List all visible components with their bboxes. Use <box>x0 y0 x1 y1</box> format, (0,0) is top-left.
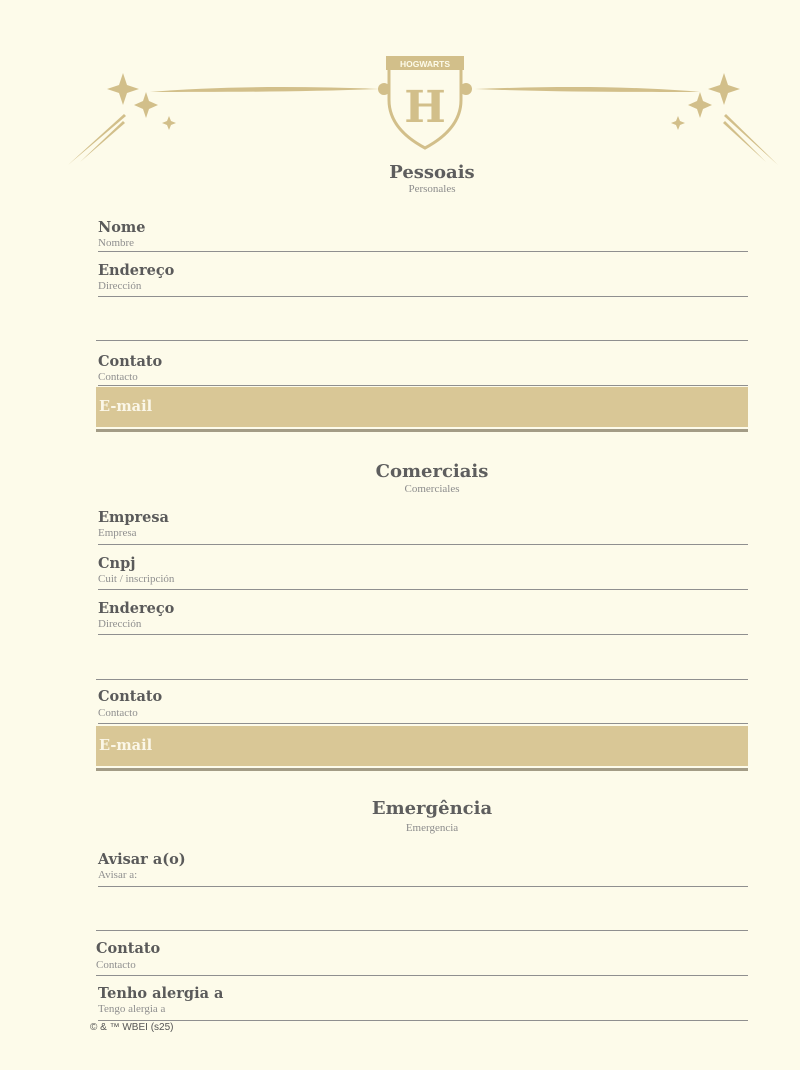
field-sublabel: Contacto <box>96 959 136 971</box>
header-ornament <box>0 0 800 170</box>
notify-field[interactable] <box>98 851 748 887</box>
section-title-comerciais: Comerciais <box>375 461 489 482</box>
sparkle-icon <box>688 92 712 118</box>
cnpj-field[interactable] <box>98 555 748 590</box>
business-address-extra-line[interactable] <box>96 679 748 680</box>
field-label: Endereço <box>98 262 175 279</box>
business-contact-field[interactable] <box>98 688 748 724</box>
crest-banner-text: HOGWARTS <box>399 59 451 69</box>
field-sublabel: Tengo alergia a <box>98 1003 166 1015</box>
field-sublabel: Nombre <box>98 237 135 249</box>
address-extra-line[interactable] <box>96 340 748 341</box>
field-sublabel: Dirección <box>98 618 142 630</box>
sparkle-icon <box>107 73 139 105</box>
sparkle-icon <box>134 92 158 118</box>
field-label: Endereço <box>98 600 175 617</box>
field-label: Tenho alergia a <box>98 985 224 1002</box>
field-label: Empresa <box>98 509 169 526</box>
sparkle-icon <box>162 116 176 130</box>
field-sublabel: Contacto <box>98 371 138 383</box>
section-subtitle-emergencia: Emergencia <box>405 822 459 834</box>
field-sublabel: Cuit / inscripción <box>98 573 175 585</box>
field-label: Cnpj <box>98 555 136 572</box>
section-title-emergencia: Emergência <box>371 798 493 819</box>
section-subtitle-comerciais: Comerciales <box>404 483 460 495</box>
field-label: Avisar a(o) <box>98 851 186 868</box>
field-sublabel: Empresa <box>98 527 137 539</box>
email-label: E-mail <box>99 398 153 415</box>
section-title-pessoais: Pessoais <box>389 162 475 183</box>
field-label: Contato <box>96 940 161 957</box>
notify-extra-line[interactable] <box>96 930 748 931</box>
email-field[interactable] <box>96 387 748 429</box>
section-subtitle-pessoais: Personales <box>408 183 456 195</box>
emergency-contact-field[interactable] <box>96 940 748 976</box>
crest-letter: H <box>404 82 446 133</box>
sparkle-icon <box>708 73 740 105</box>
field-sublabel: Contacto <box>98 707 138 719</box>
field-sublabel: Dirección <box>98 280 142 292</box>
name-field[interactable] <box>98 219 748 252</box>
business-email-field[interactable] <box>96 726 748 768</box>
field-label: Contato <box>98 353 163 370</box>
allergy-field[interactable] <box>98 985 748 1021</box>
field-sublabel: Avisar a: <box>98 869 138 881</box>
business-address-field[interactable] <box>98 600 748 635</box>
hogwarts-crest-icon <box>386 56 464 148</box>
field-label: Contato <box>98 688 163 705</box>
contact-field[interactable] <box>98 353 748 386</box>
right-flourish <box>460 73 778 165</box>
copyright-notice: © & ™ WBEI (s25) <box>90 1022 174 1033</box>
left-flourish <box>68 73 390 165</box>
company-field[interactable] <box>98 509 748 545</box>
address-field[interactable] <box>98 262 748 297</box>
email-label: E-mail <box>99 737 153 754</box>
sparkle-icon <box>671 116 685 130</box>
field-label: Nome <box>98 219 146 236</box>
